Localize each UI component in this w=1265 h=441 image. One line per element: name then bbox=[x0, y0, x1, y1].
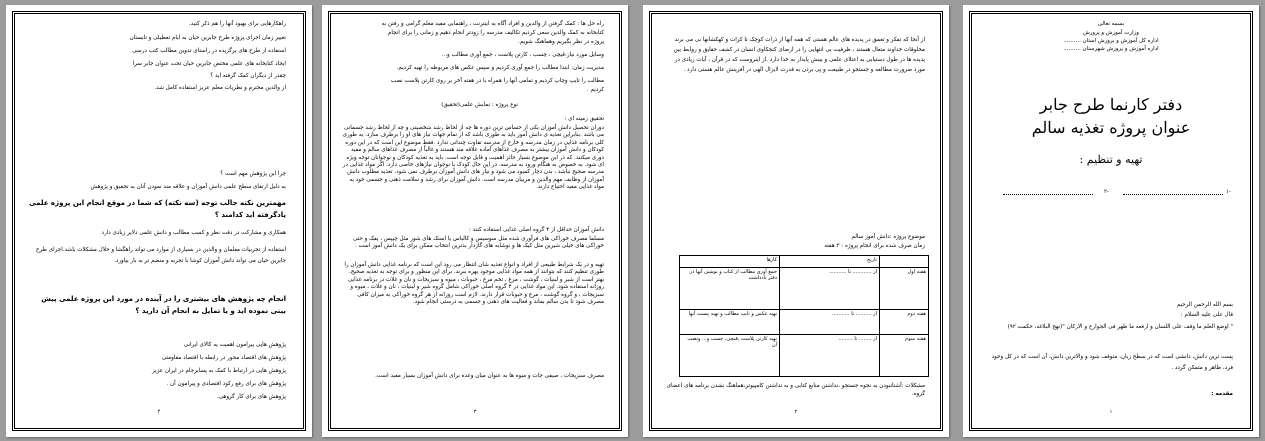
department-line: اداره آموزش و پرورش شهرستان .......... bbox=[1063, 46, 1159, 52]
text-line: وسایل مورد نیاز:قیچی ، چسب ، کارتن پلاست ، جمع آوری مطالب و... bbox=[441, 52, 604, 58]
text-paragraph: استفاده از تجربیات معلمان و والدین در بسیاری از موارد می تواند راهگشا و حلال مشکلات باشد.اجرای طرح جابرین حیان می تواند دانش آموزان کوشا با تجربه و منضم تر به بار بیاورد. bbox=[35, 247, 286, 264]
document-page-1 bbox=[963, 5, 1259, 437]
list-item: پژوهش های برای رفع رکود اقتصادی و پیرامون آن . bbox=[166, 381, 286, 387]
document-page-3 bbox=[322, 5, 628, 437]
table-cell: از ............ تا ........... bbox=[780, 268, 880, 310]
department-line: اداره کل آموزش و پرورش استان .......... bbox=[1063, 38, 1159, 44]
text-paragraph: مسلما مصرف خوراکی های فرآوری شده مثل سوسیس و کالباس یا اسنک های شور مثل چیپس ، پفک و حتی خوراکی های خیلی شیرین مثل کیک ها و نوشابه های گازدار بدترین انتخاب ممکن برای یک دانش آموز است . bbox=[352, 236, 604, 250]
text-line: استفاده از طرح های برگزیده در راستای تدوین مطالب کتب درسی bbox=[132, 48, 286, 54]
table-cell: هفته دوم bbox=[880, 309, 929, 334]
text-paragraph: مصرف سبزیجات ، صیفی جات و میوه ها به عنوان میان وعده برای دانش آموزان بسیار مفید است. bbox=[375, 373, 604, 379]
table-cell: هفته اول bbox=[880, 268, 929, 310]
member-line bbox=[1003, 194, 1093, 195]
text-line: همکاری و مشارکت در دقت نظر و کسب مطالب و دانش علمی دلایر زیادی دارد bbox=[101, 230, 286, 236]
text-line: کتابخانه به کمک والدین سعی کردیم تکالیف مدرسه را زودتر انجام دهیم و زمانی را برای انجام bbox=[387, 30, 604, 36]
page-number: ۳ bbox=[473, 409, 477, 415]
text-line: مدیریت زمان: ابتدا مطالب را جمع آوری کردیم و سپس عکس های مربوطه را تهیه کردیم. bbox=[396, 65, 604, 71]
text-line: چرا این پژوهش مهم است ؟ bbox=[220, 171, 286, 177]
quote-intro: قال علی علیه السلام : bbox=[1180, 312, 1233, 318]
project-title: عنوان پروژه تغذیه سالم bbox=[1031, 118, 1191, 137]
document-page-2 bbox=[643, 5, 949, 437]
question-heading: مهمترین نکته جالب توجه (سه نکته) که شما در موقع انجام این پروژه علمی یادگرفته اید کدامند ؟ bbox=[29, 199, 286, 219]
text-line: به دلیل ارتقای سطح علمی دانش آموزان و علاقه مند نمودن آنان به تحقیق و پژوهش bbox=[90, 184, 286, 190]
table-header: تاریخ bbox=[780, 256, 880, 268]
page-number: ۱ bbox=[1109, 409, 1113, 415]
project-topic: موضوع پروژه :دانش آموز سالم bbox=[851, 234, 925, 240]
project-time: زمان صرف شده برای انجام پروژه : ۳ هفته bbox=[824, 243, 925, 249]
text-line: ایجاد کتابخانه های علمی مختص جابرین حیان تحت عنوان جابر سرا bbox=[132, 61, 286, 67]
table-cell: از ........ تا ......... bbox=[780, 335, 880, 377]
table-header-row bbox=[680, 256, 929, 268]
member-label: -۲ bbox=[1103, 189, 1109, 195]
text-paragraph: از آنجا که تفکر و تعمق در پدیده های عالم هستی که همه آنها از ذرات کوچک تا کرات و کهکشانها بی می برند مخلوقات خداوند متعال هستند ، ظرفیت بی انتهایی را در ارضای کنجکاوی انسان در کشف حقایق و روابط بین پدیده ها در طول دستیابی به اعتلای علمی و بینش پایدار به خدا دارد .از اینروست که در قرآن ، آیات زیادی در مورد ضرورت مطالعه و جستجو در طبیعت و پی بردن به قدرت لایزال الهی در آفرینش عالم هستی دارد . bbox=[673, 37, 925, 73]
document-page-4 bbox=[6, 5, 312, 437]
table-row bbox=[680, 268, 929, 310]
table-header: کارها bbox=[680, 256, 780, 268]
member-line bbox=[1123, 194, 1223, 195]
text-line: پروژه در نظر بگیریم وهماهنگ شویم. bbox=[518, 39, 604, 45]
quote-translation: پست ترین دانش، دانشی است که در سطح زبان، متوقف شود و والاترین دانش، آن است که در کل وجود فرد، ظاهر و متمکن گردد . bbox=[991, 354, 1233, 371]
page-number: ۴ bbox=[157, 409, 161, 415]
table-cell: تهیه کارتن پلاست ،قیچی، چسب و... ونصب آن bbox=[680, 335, 780, 377]
text-line: راه حل ها : کمک گرفتن از والدین و افراد آگاه به اینترنت ، راهنمایی مفید معلم گرامی و رفتن به bbox=[381, 21, 604, 27]
member-label: -۱ bbox=[1225, 189, 1231, 195]
question-heading: انجام چه پژوهش های بیشتری را در آینده در مورد این پروژه علمی پیش بینی نموده اید و یا تمایل به انجام آن دارید ؟ bbox=[41, 295, 286, 315]
text-line: تغییر زمان اجرای پروژه طرح جابرین حیان به ایام تعطیلی و تابستان bbox=[129, 35, 286, 41]
table-cell: تهیه عکس و تایپ مطالب و تهیه پیست آنها bbox=[680, 309, 780, 334]
list-item: پژوهش هایی در ارتباط با کمک به پسابرجام در ایران عزیز bbox=[151, 368, 286, 374]
list-item: پژوهش های برای کار گروهی. bbox=[216, 394, 286, 400]
text-line: از والدین محترم و نظریات معلم عزیز استفاده کامل شد. bbox=[154, 85, 286, 91]
text-line: مطالب را تایپ وچاپ کردیم و تمامی آنها را همراه با در هفته آخر بر روی کارتن پلاست نصب bbox=[390, 78, 604, 84]
basmala: بسم الله الرحمن الرحیم bbox=[1176, 302, 1233, 308]
table-row bbox=[680, 335, 929, 377]
table-cell: از .......... تا ........... bbox=[780, 309, 880, 334]
ministry-line: وزارت آموزش و پرورش bbox=[1083, 30, 1139, 36]
table-row bbox=[680, 309, 929, 334]
quote-text: " اوضع العلم ما وقف علی اللسان و ارفعه ما ظهر فی الجوارح و الارکان "(نهج البلاغه، حکمت ۹۲) bbox=[1007, 324, 1233, 330]
table-header bbox=[880, 256, 929, 268]
document-title: دفتر کارنما طرح جابر bbox=[1039, 95, 1183, 114]
schedule-table bbox=[679, 255, 929, 377]
list-item: پژوهش هایی پیرامون اهمیت یه کالای ایرانی bbox=[183, 342, 286, 348]
text-paragraph: دوران تحصیل دانش آموزان یکی از حساس ترین دوره ها چه از لحاظ رشد شخصیتی و چه از لحاظ رشد جسمانی می باشد .بنابراین تغذیه ی دانش آموز باید به طوری باشد که از تمام جهات نیاز های او را برطرف سازد. به طوری کلی برنامه غذایی در زمان مدرسه و خارج از مدرسه تفاوت چندانی ندارد .فقط موضوع این است که در این دوره کودکان و دانش آموزان بیشتر به مصرف غذاهای آماده علاقه مند هستند و غالباً از مصرف غذاهای سالم و مفید دوری میکنند. که در این موضوع بسیار حائز اهمیت و قابل توجه است. باید به تغذیه کودکان و نوجوانان توجه ویژه ای شود. به خصوص به هنگام ورود به مدرسه. در این حال کودک یا نوجوان نیازهای خاصی دارد. اگر مواد غذایی در مدرسه صحیح نباشد ، بدن دچار کمبود می شود و نیاز های دانش آموزان برطرف نمی شود. تغذیه مطلوب دانش آموزان از وظایف مهم والدین و مربیان مدرسه است. دانش آموزان برای رشد و سلامت ذهنی و جسمی خود به مواد غذایی مفید احتیاج دارند. bbox=[342, 125, 604, 191]
text-paragraph: تهیه و در یک شرایط طبیعی از افراد و انواع تغذیه شان انتظار می رود این است که برنامه غذایی دانش آموزان را طوری تنظیم کنند که بتوانند از همه مواد غذایی موجود بهره ببرند. برای این منظور و برای توجه به تغذیه صحیح، بهتر است از شیر و لبنیات ، گوشت ، مرغ ، تخم مرغ ، حبوبات ، میوه و سبزیجات و نان و غلات در برنامه غذایی روزانه استفاده شود. این مواد غذایی در ۴ گروه اصلی خوراکی شامل گروه شیر و لبنیات ، نان و غلات ، میوه و سبزیجات ، و گروه گوشت ، مرغ و حبوبات قرار دارند. لازم است روزانه از هر گروه خوراکی به میزان کافی مصرف شود تا بدن سالم بماند و فعالیت های ذهنی و جسمی به درستی انجام شود. bbox=[344, 262, 604, 306]
page-border bbox=[328, 11, 622, 431]
text-line: چقدر از دیگران کمک گرفته اید ؟ bbox=[210, 73, 286, 79]
text-line: دانش آموزان حداقل از ۴ گروه اصلی غذایی استفاده کنند : bbox=[468, 227, 604, 233]
text-line: کردیم . bbox=[586, 87, 604, 93]
page-number: ۲ bbox=[794, 409, 798, 415]
bismillah-header: بسمه تعالی bbox=[1097, 21, 1125, 27]
table-cell: هفته سوم bbox=[880, 335, 929, 377]
introduction-label: مقدمه : bbox=[1211, 391, 1233, 397]
list-item: پژوهش های اقتصاد محور در رابطه با اقتصاد مقاومتی bbox=[161, 355, 286, 361]
prepared-by-label: تهیه و تنظیم : bbox=[1079, 153, 1143, 166]
project-type: نوع پروژه : نمایش علمی(تحقیق) bbox=[441, 102, 518, 108]
problems-text: مشکلات :آشنانبودن به نحوه جستجو ،نداشتن منابع کتابی و به تداشتن کامپیوتر،هماهنگ نشدن برنامه های اعضای گروه. bbox=[666, 383, 925, 397]
section-heading: تحقیق زمینه ای : bbox=[564, 116, 604, 122]
text-line: راهکارهایی برای بهبود آنها را هم ذکر کنید. bbox=[188, 21, 286, 27]
table-cell: جمع آوری مطالب از کتاب و نوشتن آنها در دفتر یادداشت bbox=[680, 268, 780, 310]
